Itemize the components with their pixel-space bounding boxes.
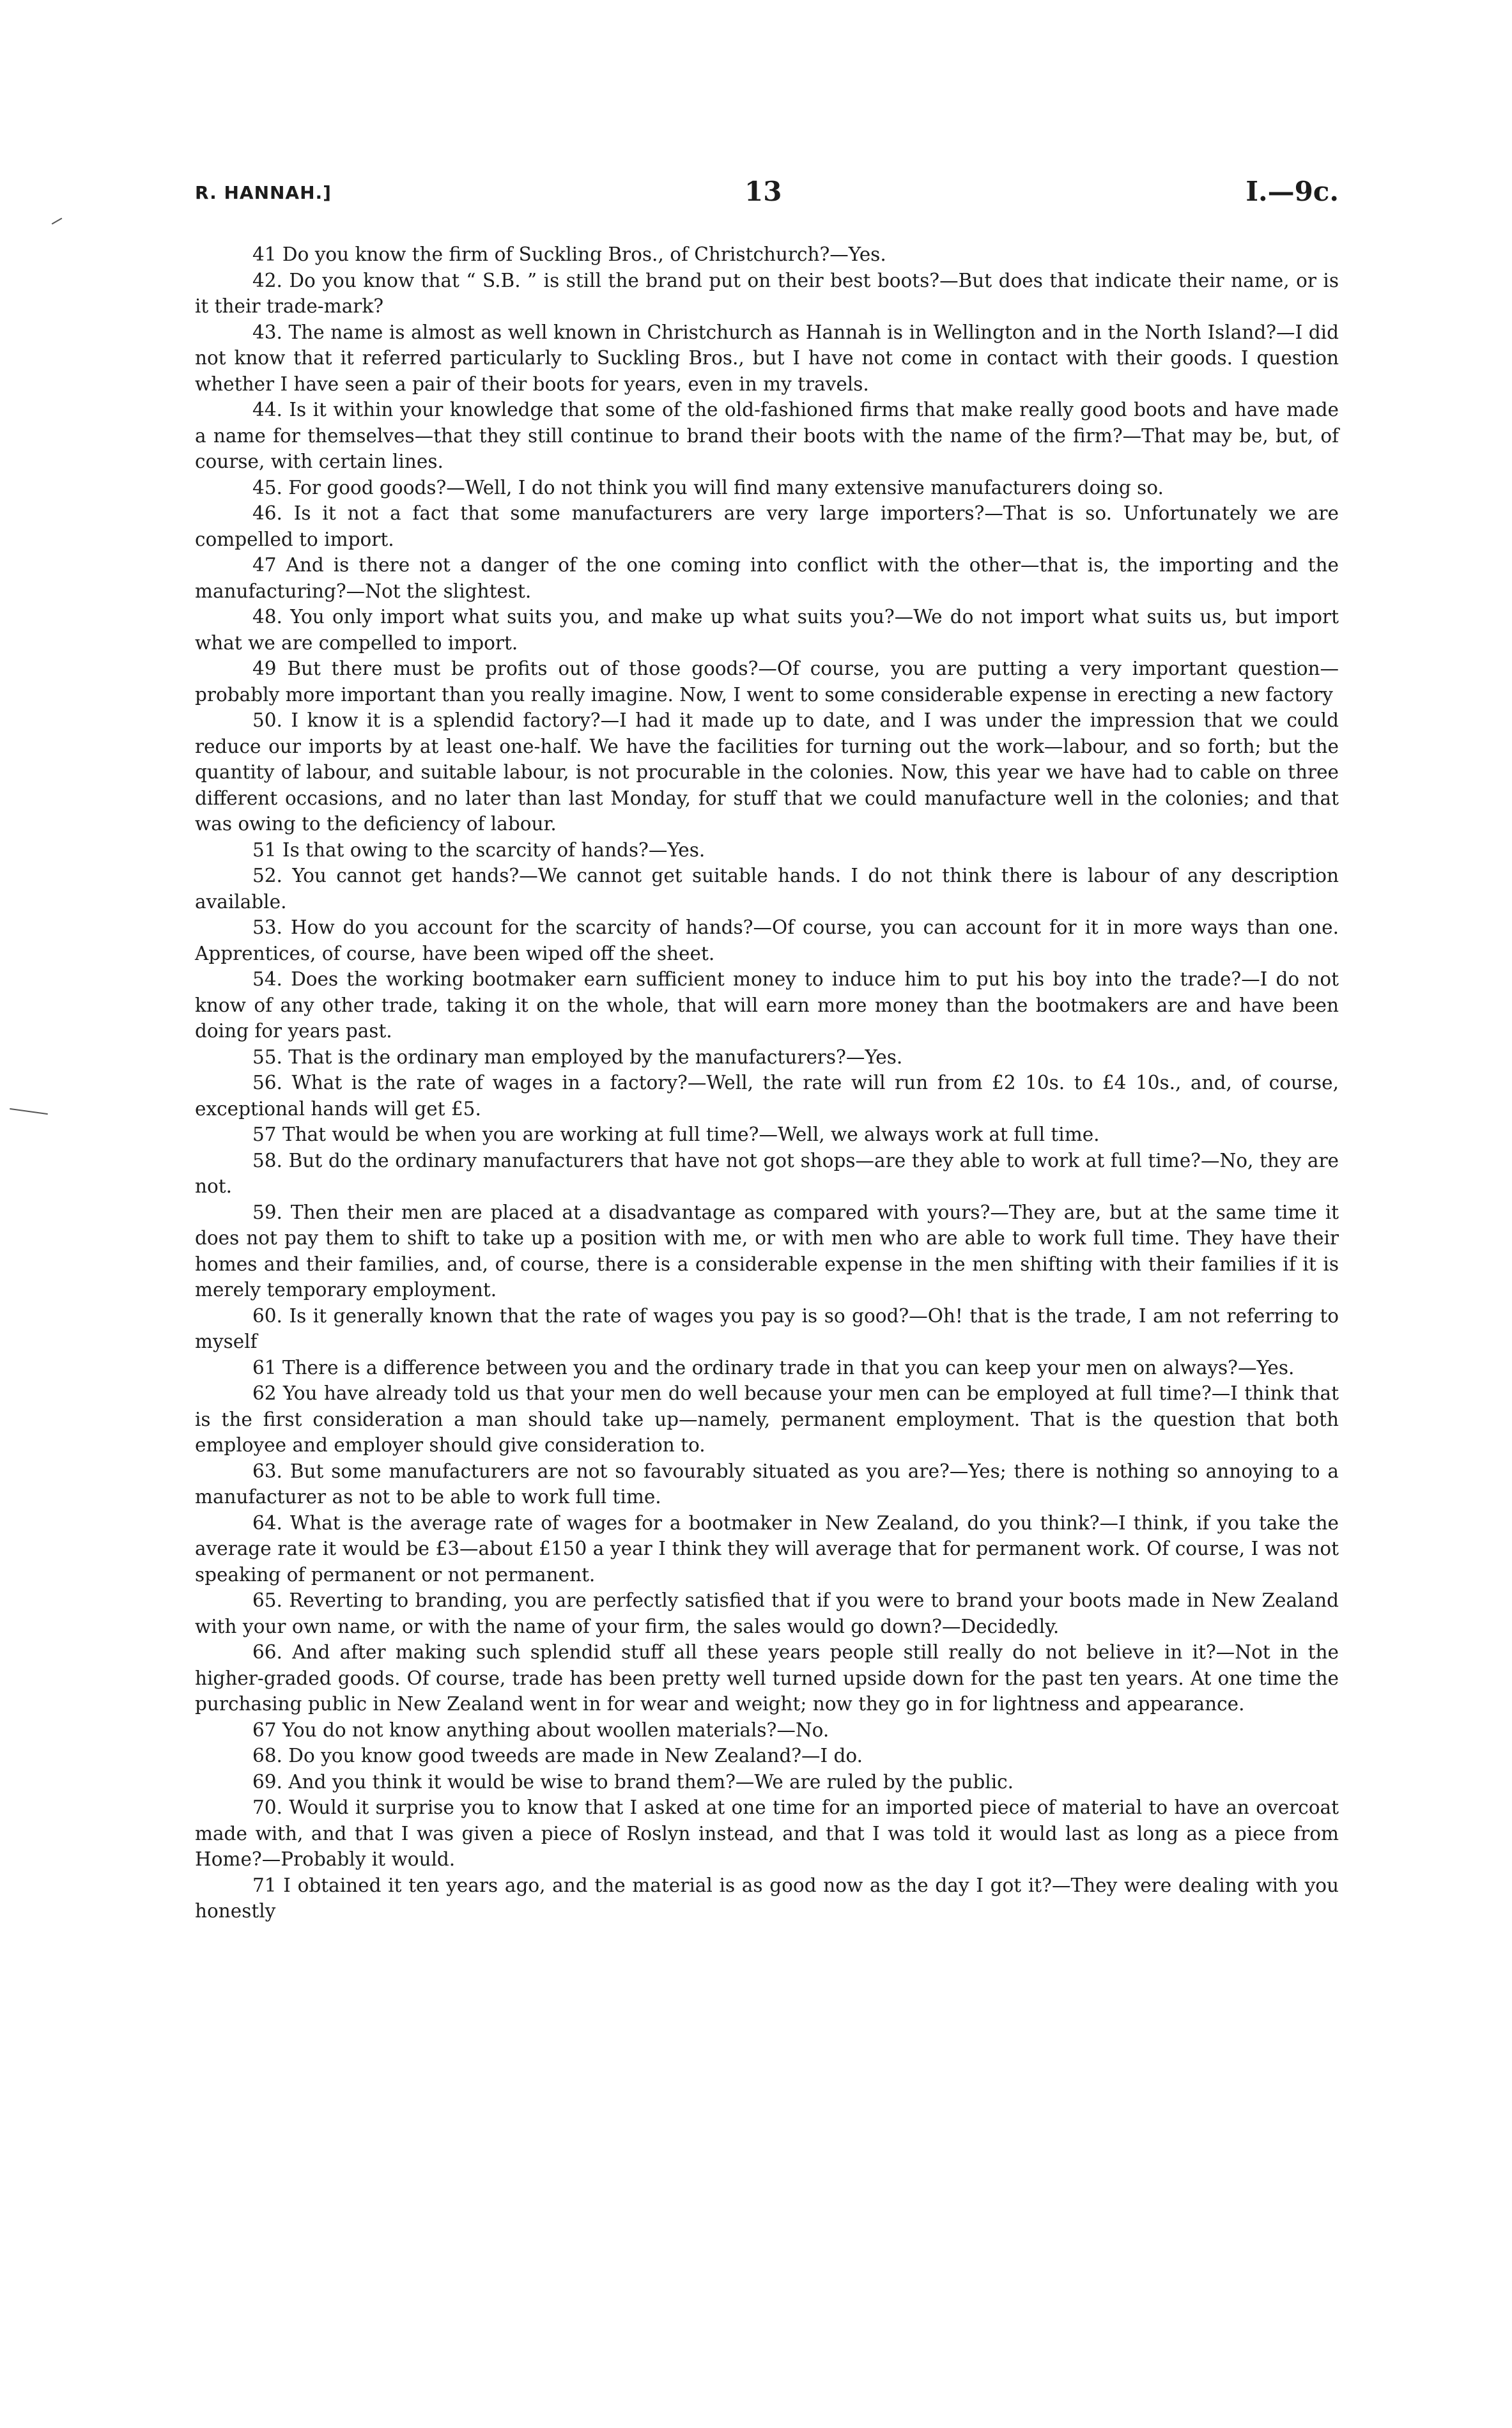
page-number: 13 <box>744 176 782 207</box>
question-54: 54. Does the working bootmaker earn sufficient money to induce him to put his boy into the trade?—I do not know of any other trade, taking it on the whole, that will earn more money than the bootmakers are and have been doing for years past. <box>195 968 1339 1042</box>
question-56: 56. What is the rate of wages in a factory?—Well, the rate will run from £2 10s. to £4 10s., and, of course, exceptional hands will get £5. <box>195 1072 1339 1120</box>
question-58: 58. But do the ordinary manufacturers that have not got shops—are they able to work at full time?—No, they are not. <box>195 1149 1339 1197</box>
question-66: 66. And after making such splendid stuff all these years people still really do not believe in it?—Not in the higher-graded goods. Of course, trade has been pretty well turned upside down for the past ten years. At one time the purchasing public in New Zealand went in for wear and weight; now they go in for lightness and appearance. <box>195 1641 1339 1715</box>
margin-mark <box>10 1108 48 1115</box>
question-50: 50. I know it is a splendid factory?—I had it made up to date, and I was under the impression that we could reduce our imports by at least one-half. We have the facilities for turning out the work—labour, and so forth; but the quantity of labour, and suitable labour, is not procurable in the colonies. Now, this year we have had to cable on three different occasions, and no later than last Monday, for stuff that we could manufacture well in the colonies; and that was owing to the deficiency of labour. <box>195 709 1339 835</box>
question-45: 45. For good goods?—Well, I do not think you will find many extensive manufacturers doing so. <box>252 476 1164 499</box>
question-59: 59. Then their men are placed at a disadvantage as compared with yours?—They are, but at the same time it does not pay them to shift to take up a position with me, or with men who are able to work full time. They have their homes and their families, and, of course, there is a considerable expense in the men shifting with their families if it is merely temporary employment. <box>195 1201 1339 1301</box>
question-55: 55. That is the ordinary man employed by the manufacturers?—Yes. <box>252 1046 903 1068</box>
question-46: 46. Is it not a fact that some manufacturers are very large importers?—That is so. Unfortunately we are compelled to import. <box>195 502 1339 550</box>
question-51: 51 Is that owing to the scarcity of hands?—Yes. <box>252 839 706 861</box>
question-70: 70. Would it surprise you to know that I asked at one time for an imported piece of material to have an overcoat made with, and that I was given a piece of Roslyn instead, and that I was told it would last as long as a piece from Home?—Probably it would. <box>195 1797 1339 1870</box>
question-49: 49 But there must be profits out of those goods?—Of course, you are putting a very important question—probably more important than you really imagine. Now, I went to some considerable expense in erecting a new factory <box>195 658 1339 706</box>
question-60: 60. Is it generally known that the rate of wages you pay is so good?—Oh! that is the trade, I am not referring to myself <box>195 1304 1339 1352</box>
question-53: 53. How do you account for the scarcity of hands?—Of course, you can account for it in more ways than one. Apprentices, of course, have been wiped off the sheet. <box>195 916 1339 964</box>
document-code: I.—9c. <box>1246 176 1339 207</box>
question-48: 48. You only import what suits you, and make up what suits you?—We do not import what suits us, but import what we are compelled to import. <box>195 606 1339 654</box>
question-63: 63. But some manufacturers are not so favourably situated as you are?—Yes; there is nothing so annoying to a manufacturer as not to be able to work full time. <box>195 1460 1339 1508</box>
question-44: 44. Is it within your knowledge that some of the old-fashioned firms that make really good boots and have made a name for themselves—that they still continue to brand their boots with the name of the firm?—That may be, but, of course, with certain lines. <box>195 399 1339 472</box>
question-61: 61 There is a difference between you and the ordinary trade in that you can keep your men on always?—Yes. <box>252 1356 1295 1379</box>
question-67: 67 You do not know anything about woollen materials?—No. <box>252 1719 829 1741</box>
margin-mark <box>52 218 63 225</box>
question-57: 57 That would be when you are working at full time?—Well, we always work at full time. <box>252 1124 1100 1145</box>
question-41: 41 Do you know the firm of Suckling Bros., of Christchurch?—Yes. <box>252 244 886 265</box>
question-52: 52. You cannot get hands?—We cannot get suitable hands. I do not think there is labour of any description available. <box>195 865 1339 913</box>
question-47: 47 And is there not a danger of the one coming into conflict with the other—that is, the importing and the manufacturing?—Not the slightest. <box>195 554 1339 602</box>
question-69: 69. And you think it would be wise to brand them?—We are ruled by the public. <box>252 1770 1014 1793</box>
transcript-body <box>195 242 1339 1924</box>
question-62: 62 You have already told us that your men do well because your men can be employed at full time?—I think that is the first consideration a man should take up—namely, permanent employment. That is the question that both employee and employer should give consideration to. <box>195 1382 1339 1456</box>
header-witness-name: R. HANNAH.] <box>195 182 332 203</box>
question-65: 65. Reverting to branding, you are perfectly satisfied that if you were to brand your boots made in New Zealand with your own name, or with the name of your firm, the sales would go down?—Decidedly. <box>195 1589 1339 1637</box>
question-64: 64. What is the average rate of wages for a bootmaker in New Zealand, do you think?—I think, if you take the average rate it would be £3—about £150 a year I think they will average that for permanent work. Of course, I was not speaking of permanent or not permanent. <box>195 1512 1339 1586</box>
page-header <box>195 176 1339 214</box>
question-43: 43. The name is almost as well known in Christchurch as Hannah is in Wellington and in the North Island?—I did not know that it referred particularly to Suckling Bros., but I have not come in contact with their goods. I question whether I have seen a pair of their boots for years, even in my travels. <box>195 321 1339 395</box>
question-71: 71 I obtained it ten years ago, and the material is as good now as the day I got it?—They were dealing with you honestly <box>195 1874 1339 1922</box>
question-42: 42. Do you know that “ S.B. ” is still the brand put on their best boots?—But does that indicate their name, or is it their trade-mark? <box>195 269 1339 317</box>
question-68: 68. Do you know good tweeds are made in New Zealand?—I do. <box>252 1745 863 1767</box>
